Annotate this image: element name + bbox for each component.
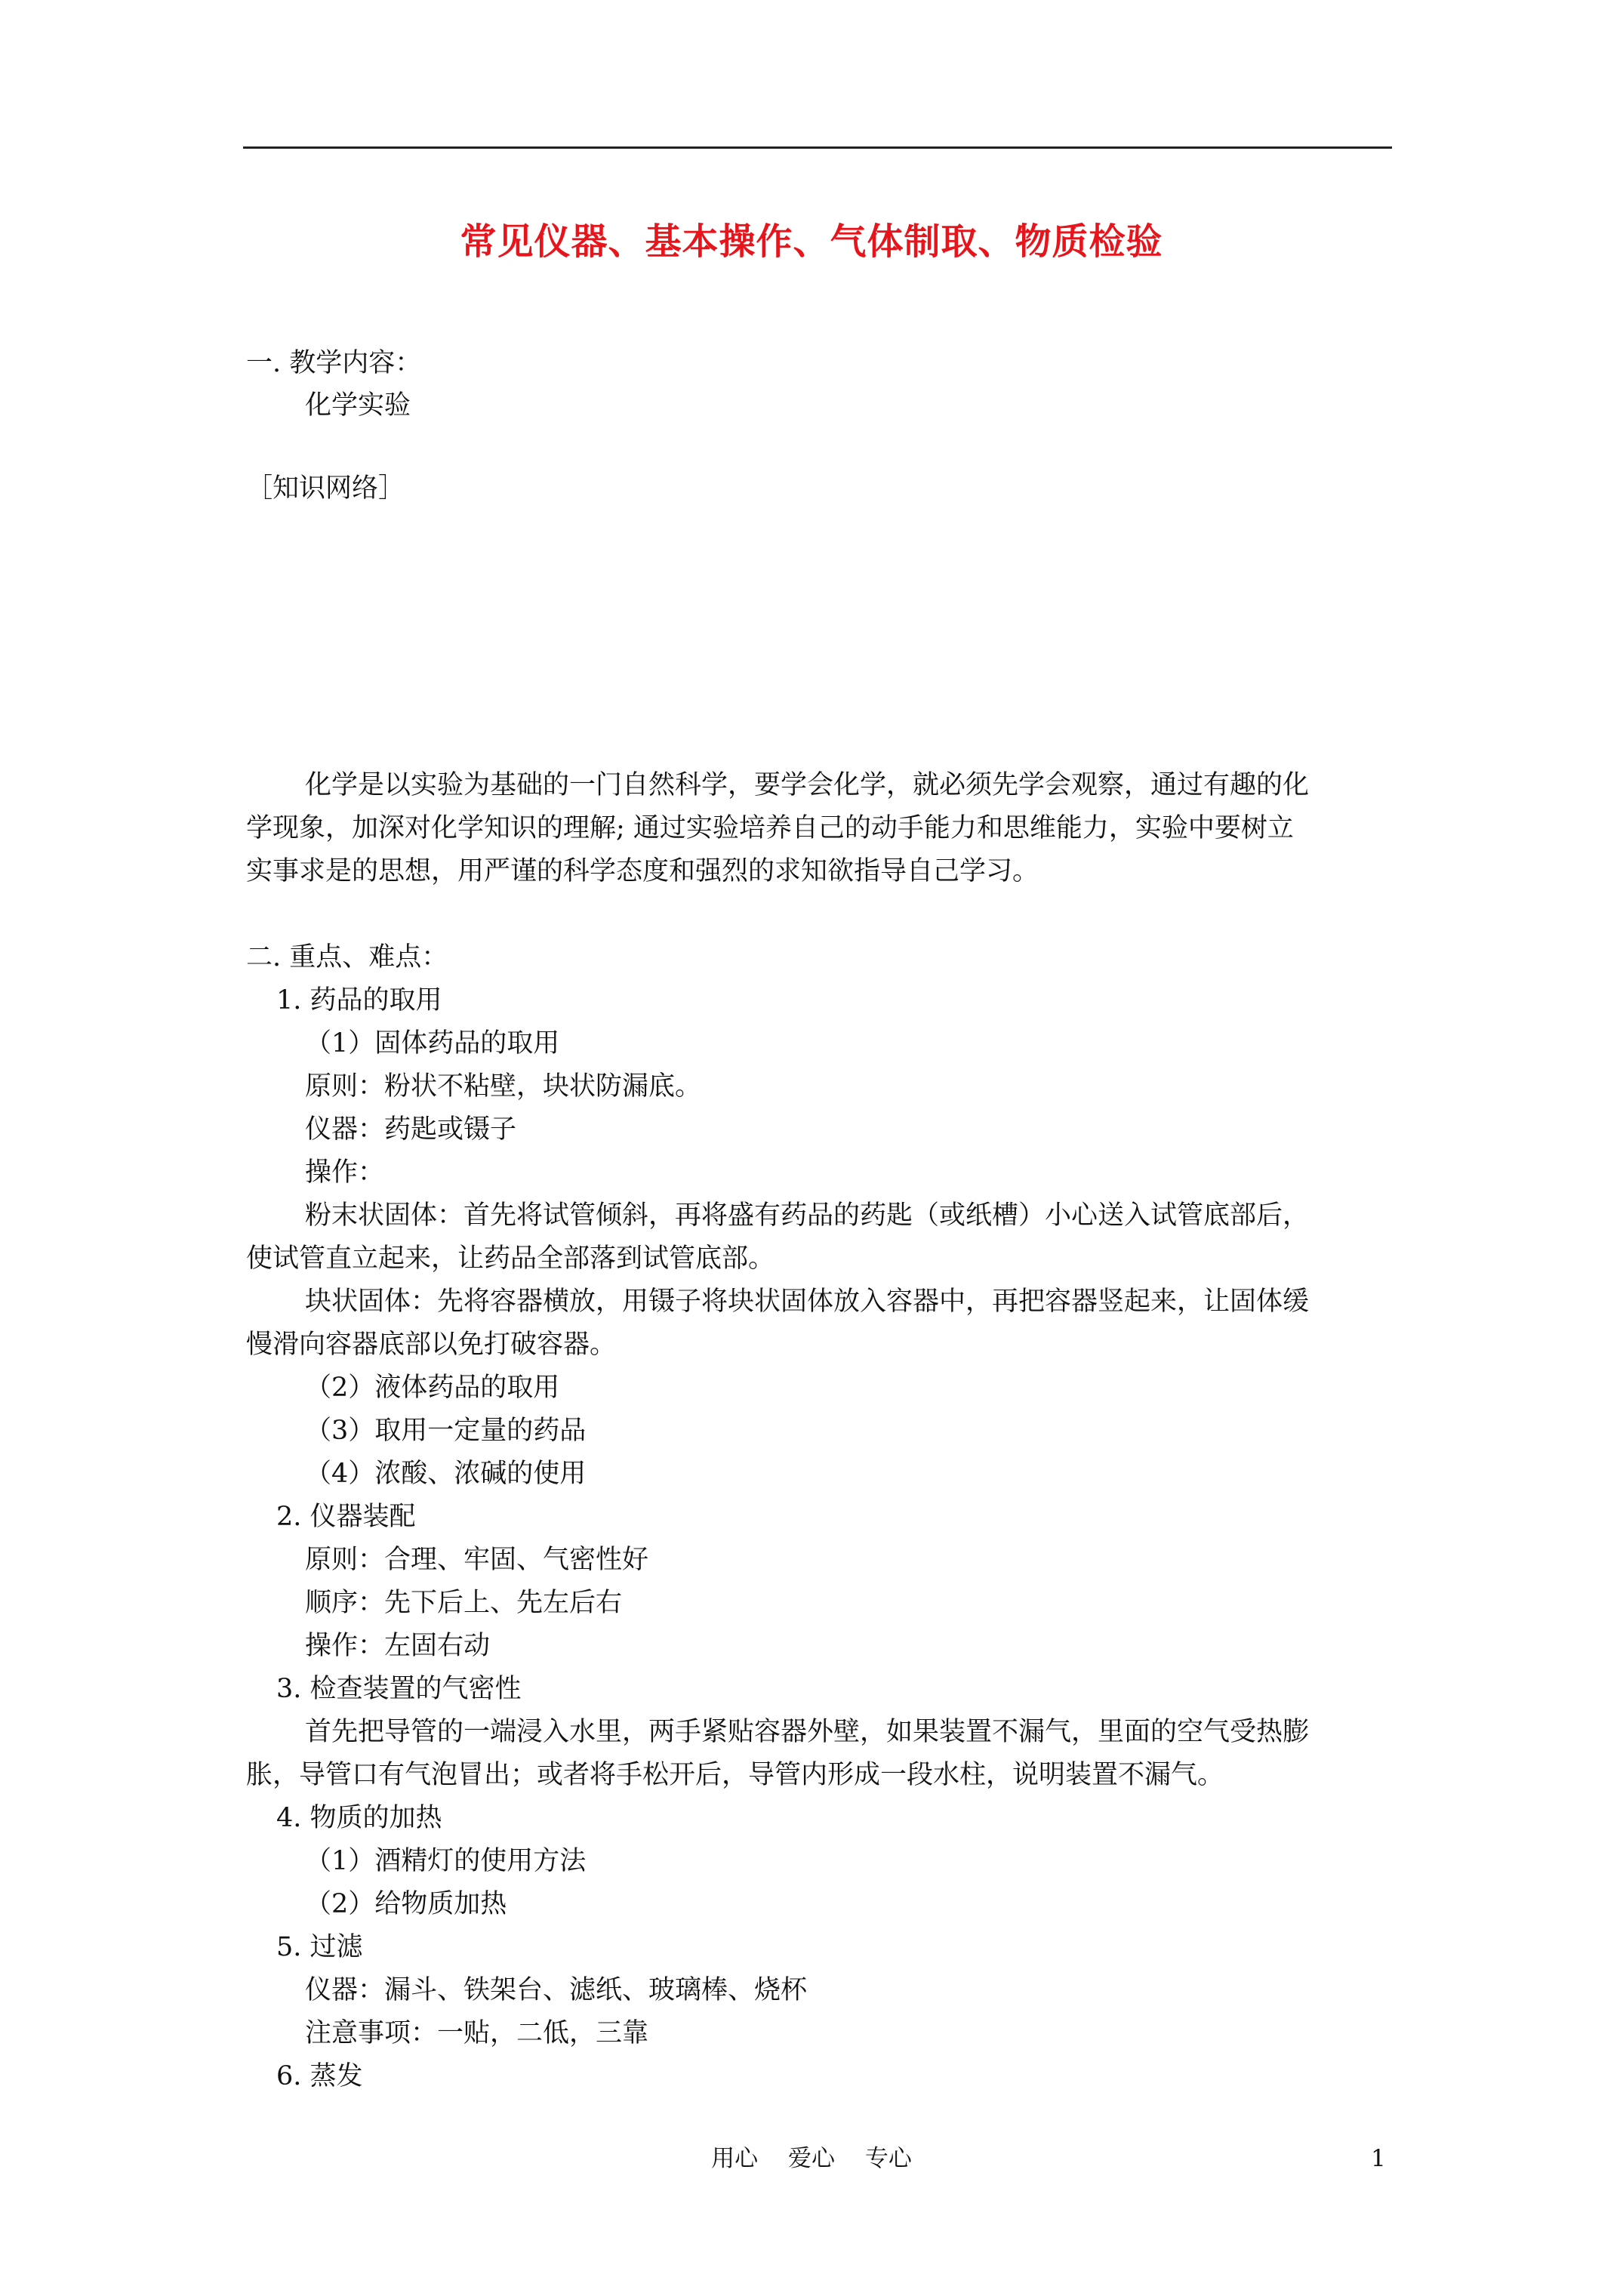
section-1-heading: 一. 教学内容： — [246, 348, 422, 378]
powder-solid-line-2: 使试管直立起来，让药品全部落到试管底部。 — [246, 1244, 775, 1274]
section-2-heading: 二. 重点、难点： — [246, 942, 448, 972]
item-4-sub-2: （2）给物质加热 — [305, 1889, 507, 1919]
item-2-heading: 2. 仪器装配 — [276, 1502, 416, 1532]
item-2-principle: 原则：合理、牢固、气密性好 — [305, 1545, 649, 1575]
item-1-sub-4: （4）浓酸、浓碱的使用 — [305, 1459, 587, 1489]
page-number: 1 — [1371, 2145, 1386, 2172]
document-title: 常见仪器、基本操作、气体制取、物质检验 — [460, 220, 1163, 263]
item-5-heading: 5. 过滤 — [276, 1932, 363, 1962]
knowledge-network-label: ［知识网络］ — [246, 473, 405, 504]
item-1-sub-2: （2）液体药品的取用 — [305, 1373, 560, 1403]
block-solid-line-2: 慢滑向容器底部以免打破容器。 — [246, 1330, 617, 1360]
item-1-principle: 原则：粉状不粘壁，块状防漏底。 — [305, 1071, 702, 1102]
footer-text: 用心 爱心 专心 — [711, 2145, 912, 2172]
item-5-instrument: 仪器：漏斗、铁架台、滤纸、玻璃棒、烧杯 — [305, 1975, 808, 2005]
block-solid-line-1: 块状固体：先将容器横放，用镊子将块状固体放入容器中，再把容器竖起来，让固体缓 — [305, 1287, 1310, 1317]
item-4-heading: 4. 物质的加热 — [276, 1803, 442, 1833]
teaching-content: 化学实验 — [305, 390, 411, 421]
item-5-notes: 注意事项：一贴，二低，三靠 — [305, 2018, 649, 2048]
intro-paragraph-line-2: 学现象，加深对化学知识的理解; 通过实验培养自己的动手能力和思维能力，实验中要树立 — [246, 813, 1294, 843]
item-3-heading: 3. 检查装置的气密性 — [276, 1674, 522, 1704]
item-2-order: 顺序：先下后上、先左后右 — [305, 1588, 623, 1618]
item-1-sub-1: （1）固体药品的取用 — [305, 1028, 560, 1059]
item-1-instrument: 仪器：药匙或镊子 — [305, 1114, 517, 1145]
item-6-heading: 6. 蒸发 — [276, 2061, 363, 2091]
intro-paragraph-line-3: 实事求是的思想，用严谨的科学态度和强烈的求知欲指导自己学习。 — [246, 856, 1039, 886]
item-2-operation: 操作：左固右动 — [305, 1631, 491, 1661]
powder-solid-line-1: 粉末状固体：首先将试管倾斜，再将盛有药品的药匙（或纸槽）小心送入试管底部后， — [305, 1200, 1310, 1231]
item-3-paragraph-line-1: 首先把导管的一端浸入水里，两手紧贴容器外壁，如果装置不漏气，里面的空气受热膨 — [305, 1717, 1310, 1747]
item-1-sub-3: （3）取用一定量的药品 — [305, 1416, 587, 1446]
intro-paragraph-line-1: 化学是以实验为基础的一门自然科学，要学会化学，就必须先学会观察，通过有趣的化 — [305, 770, 1310, 800]
item-4-sub-1: （1）酒精灯的使用方法 — [305, 1846, 587, 1876]
item-1-operation: 操作： — [305, 1157, 385, 1188]
header-rule — [243, 146, 1392, 149]
item-1-heading: 1. 药品的取用 — [276, 985, 442, 1015]
item-3-paragraph-line-2: 胀，导管口有气泡冒出；或者将手松开后，导管内形成一段水柱，说明装置不漏气。 — [246, 1760, 1224, 1790]
